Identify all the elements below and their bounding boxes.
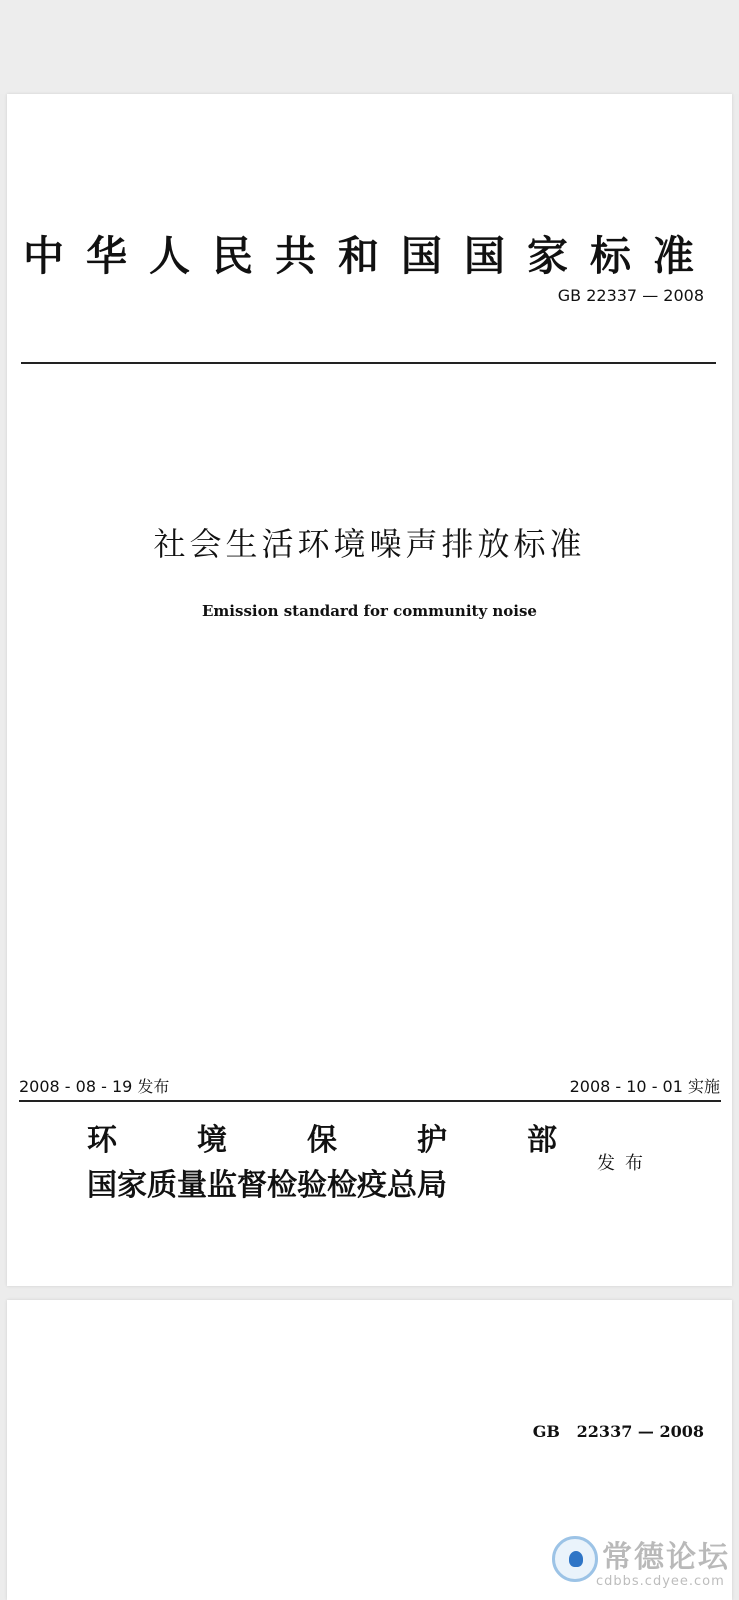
- issuer-char: 护: [417, 1123, 447, 1158]
- issuer-char: 部: [527, 1123, 557, 1158]
- document-title: 社会生活环境噪声排放标准: [153, 525, 586, 563]
- standard-code-header: GB 22337 — 2008: [532, 1422, 704, 1441]
- implementation-date: 2008 - 10 - 01 实施: [569, 1077, 720, 1096]
- watermark-site-url: cdbbs.cdyee.com: [596, 1574, 725, 1589]
- document-page-1: [7, 94, 732, 1286]
- issuer-char: 境: [197, 1123, 227, 1158]
- standard-code: GB 22337 — 2008: [557, 286, 704, 305]
- issuer-char: 环: [87, 1123, 117, 1158]
- divider-top: [21, 362, 716, 364]
- publish-label: 发布: [597, 1153, 653, 1174]
- divider-bottom: [19, 1100, 721, 1102]
- document-title-english: Emission standard for community noise: [202, 602, 537, 620]
- issue-date: 2008 - 08 - 19 发布: [19, 1077, 170, 1096]
- site-watermark: [552, 1528, 734, 1594]
- national-standard-title: 中华人民共和国国家标准: [23, 232, 716, 280]
- forum-logo-icon: [552, 1536, 598, 1582]
- issuer-aqsiq: 国家质量监督检验检疫总局: [87, 1168, 447, 1203]
- watermark-site-name: 常德论坛: [602, 1540, 730, 1575]
- issuer-char: 保: [307, 1123, 337, 1158]
- issuer-ministry: [87, 1122, 557, 1160]
- background-band: [0, 0, 739, 94]
